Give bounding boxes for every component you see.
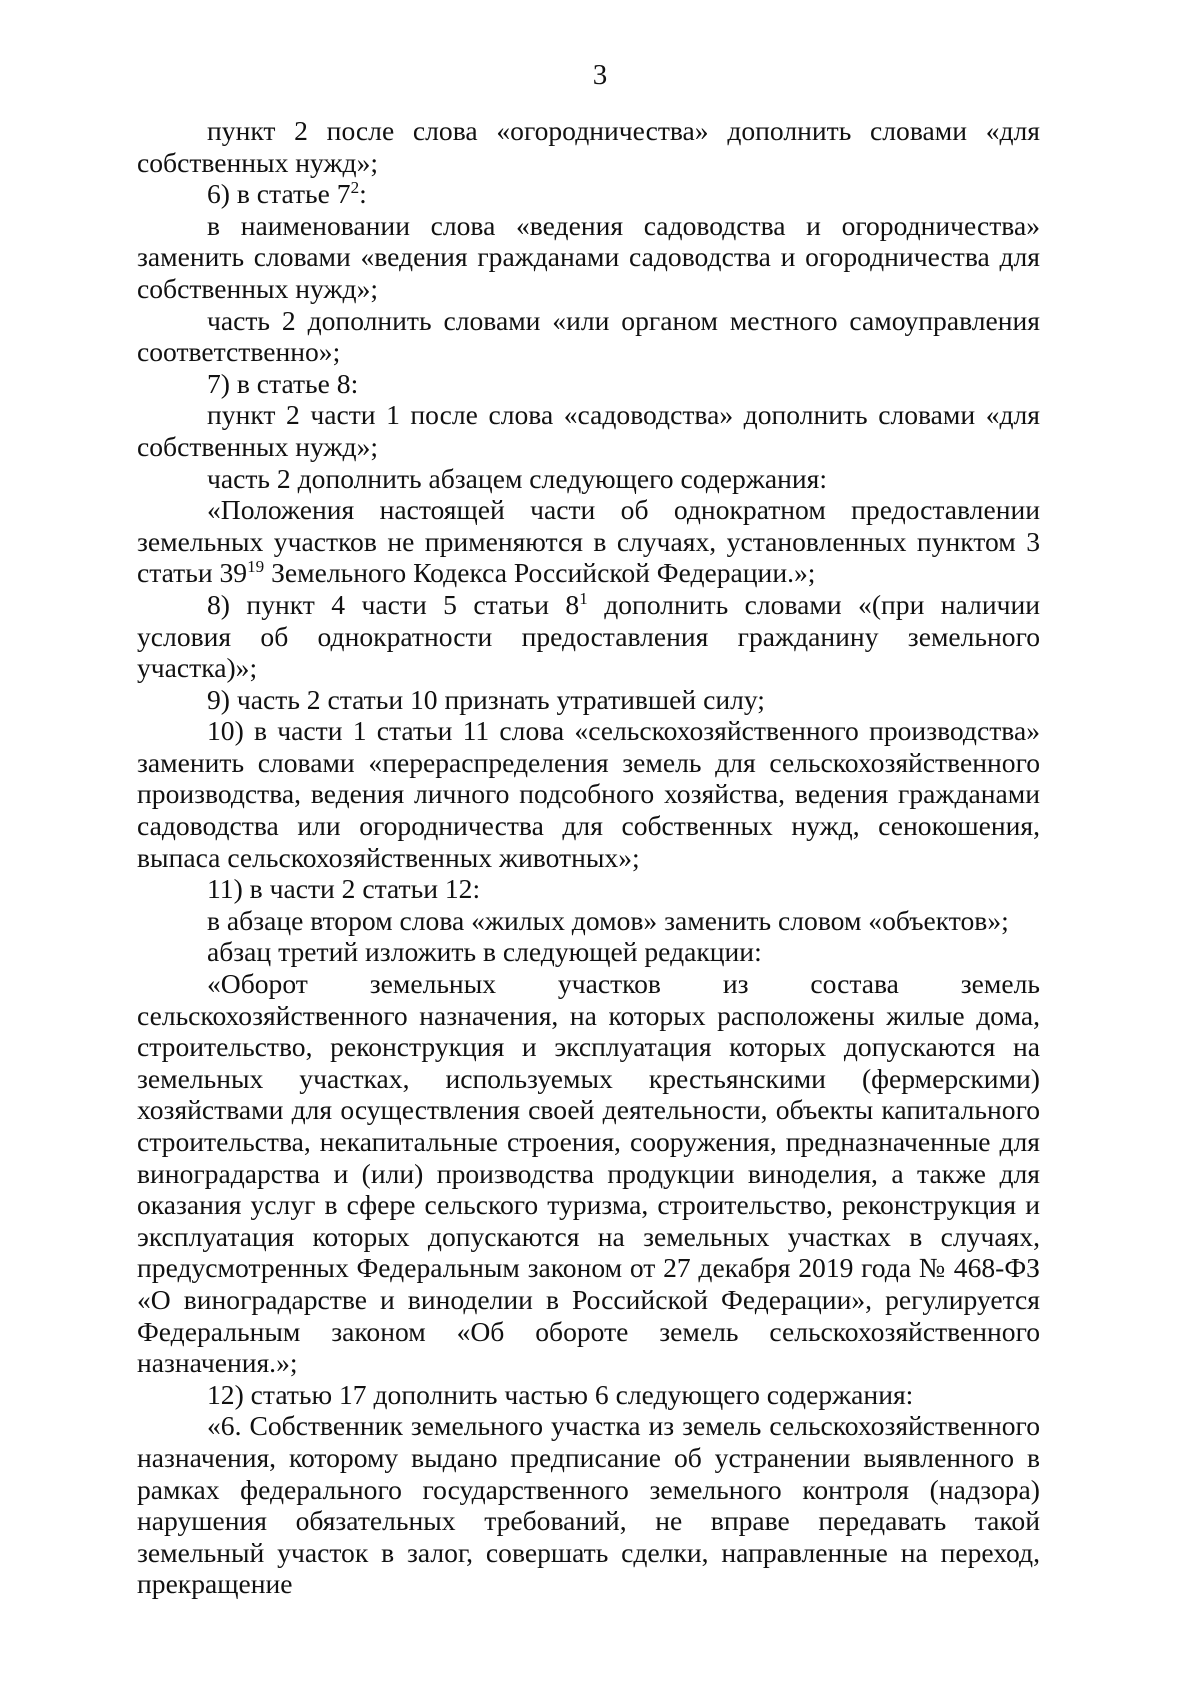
paragraph — [137, 494, 1040, 589]
superscript: 1 — [579, 588, 588, 608]
paragraph — [137, 684, 1040, 716]
paragraph-text: 11) в части 2 статьи 12: — [207, 873, 481, 905]
paragraph-text: часть 2 дополнить абзацем следующего содержания: — [207, 462, 828, 494]
paragraph-text: 10) в части 1 статьи 11 слова «сельскохозяйственного производства» заменить словами «перераспределения земель для сельскохозяйственного производства, ведения личного подсобного хозяйства, ведения гражданами садоводства или огородничества для собственных нужд, сенокошения, выпаса сельскохозяйственных животных»; — [137, 715, 1040, 873]
document-body — [137, 115, 1040, 1600]
page-number: 3 — [592, 59, 608, 91]
paragraph — [137, 368, 1040, 400]
paragraph — [137, 936, 1040, 968]
paragraph-text: «Оборот земельных участков из состава земель сельскохозяйственного назначения, на которых расположены жилые дома, строительство, реконструкция и эксплуатация которых допускаются на земельных участках, используемых крестьянскими (фермерскими) хозяйствами для осуществления своей деятельности, объекты капитального строительства, некапитальные строения, сооружения, предназначенные для виноградарства и (или) производства продукции виноделия, а также для оказания услуг в сфере сельского туризма, строительство, реконструкция и эксплуатация которых допускаются на земельных участках в случаях, предусмотренных Федеральным законом от 27 декабря 2019 года № 468-ФЗ «О виноградарстве и виноделии в Российской Федерации», регулируется Федеральным законом «Об обороте земель сельскохозяйственного назначения.»; — [137, 968, 1040, 1379]
paragraph-text: часть 2 дополнить словами «или органом местного самоуправления соответственно»; — [137, 304, 1040, 368]
paragraph — [137, 399, 1040, 462]
superscript: 2 — [350, 178, 360, 197]
paragraph — [137, 715, 1040, 873]
paragraph-text: в абзаце втором слова «жилых домов» заменить словом «объектов»; — [207, 904, 1009, 936]
paragraph-text: «Положения настоящей части об однократном предоставлении земельных участков не применяются в случаях, установленных пунктом 3 статьи 39 — [137, 494, 1040, 589]
paragraph-text: абзац третий изложить в следующей редакции: — [207, 936, 762, 968]
paragraph-text: 7) в статье 8: — [207, 367, 359, 399]
paragraph — [137, 589, 1040, 684]
paragraph — [137, 178, 1040, 210]
paragraph — [137, 873, 1040, 905]
paragraph — [137, 115, 1040, 178]
paragraph-text-continued: : — [359, 178, 367, 210]
paragraph — [137, 1379, 1040, 1411]
paragraph-text: пункт 2 после слова «огородничества» дополнить словами «для собственных нужд»; — [137, 115, 1040, 178]
paragraph — [137, 463, 1040, 495]
paragraph-text-continued: Земельного Кодекса Российской Федерации.»; — [264, 557, 816, 589]
paragraph-text: 9) часть 2 статьи 10 признать утратившей силу; — [207, 683, 765, 715]
paragraph-text: 8) пункт 4 части 5 статьи 8 — [207, 588, 580, 620]
paragraph-text: 12) статью 17 дополнить частью 6 следующего содержания: — [207, 1378, 914, 1410]
paragraph — [137, 210, 1040, 305]
paragraph-text: «6. Собственник земельного участка из земель сельскохозяйственного назначения, которому выдано предписание об устранении выявленного в рамках федерального государственного земельного контроля (надзора) нарушения обязательных требований, не вправе передавать такой земельный участок в залог, совершать сделки, направленные на переход, прекращение — [137, 1410, 1040, 1600]
paragraph-text: 6) в статье 7 — [207, 178, 351, 210]
paragraph — [137, 305, 1040, 368]
paragraph-text-continued: дополнить словами «(при наличии условия об однократности предоставления гражданину земельного участка)»; — [137, 588, 1040, 684]
paragraph — [137, 1410, 1040, 1600]
paragraph-text: в наименовании слова «ведения садоводства и огородничества» заменить словами «ведения гражданами садоводства и огородничества для собственных нужд»; — [137, 209, 1040, 304]
paragraph-text: пункт 2 части 1 после слова «садоводства» дополнить словами «для собственных нужд»; — [137, 399, 1040, 462]
superscript: 19 — [247, 557, 265, 577]
paragraph — [137, 968, 1040, 1379]
paragraph — [137, 905, 1040, 937]
